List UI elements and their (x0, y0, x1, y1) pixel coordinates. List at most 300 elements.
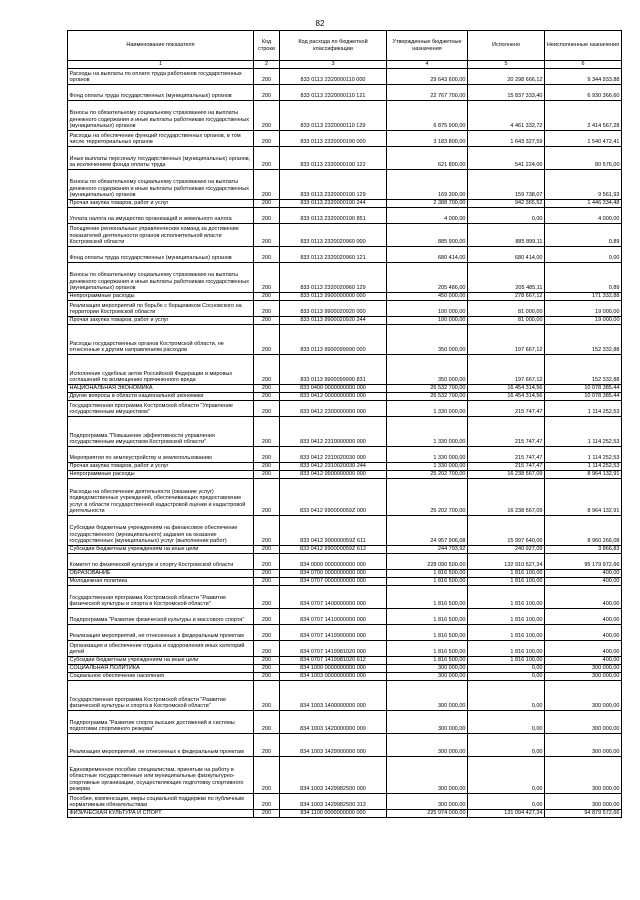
cell-code: 200 (254, 385, 280, 393)
cell-name: Реализация мероприятий, не отнесенных к федеральным проектам (68, 734, 254, 757)
cell-classification: 834 0000 0000000000 000 (280, 554, 387, 570)
cell-classification: 833 0412 2310020030 244 (280, 463, 387, 471)
table-body (68, 61, 622, 818)
table-row (68, 734, 622, 757)
cell-executed: 15 997 640,00 (468, 516, 545, 546)
cell-classification: 834 1003 0000000000 000 (280, 673, 387, 681)
cell-unexecuted: 400,00 (545, 641, 622, 657)
cell-classification: 834 0707 1410000000 000 (280, 609, 387, 625)
table-row (68, 417, 622, 447)
cell-executed: 215 747,47 (468, 417, 545, 447)
cell-executed: 1 643 327,59 (468, 131, 545, 147)
cell-name: Комитет по физической культуре и спорту Костромской области (68, 554, 254, 570)
cell-executed: 205 485,11 (468, 263, 545, 293)
cell-classification: 833 0412 2310020030 000 (280, 447, 387, 463)
cell-classification: 833 0113 2320000190 122 (280, 147, 387, 170)
cell-name: Прочая закупка товаров, работ и услуг (68, 200, 254, 208)
cell-unexecuted: 4 000,00 (545, 208, 622, 224)
cell-classification: 833 0412 0000000000 000 (280, 393, 387, 401)
cell-code: 200 (254, 85, 280, 101)
cell-unexecuted: 1 114 252,53 (545, 447, 622, 463)
cell-code: 200 (254, 570, 280, 578)
cell-classification: 834 1003 1400000000 000 (280, 681, 387, 711)
cell-name: Государственная программа Костромской области "Развитие физической культуры и спорта в Костромской области" (68, 681, 254, 711)
cell-approved: 300 000,00 (387, 665, 468, 673)
cell-classification: 833 0113 9900000000 000 (280, 293, 387, 301)
cell-classification: 833 0113 2320000190 129 (280, 170, 387, 200)
table-row (68, 657, 622, 665)
cell-name: Пособия, компенсации, меры социальной поддержки по публичным нормативным обязательствам (68, 794, 254, 810)
cell-executed: 0,00 (468, 681, 545, 711)
cell-unexecuted: 0,00 (545, 247, 622, 263)
cell-unexecuted: 95 179 972,66 (545, 554, 622, 570)
cell-code: 200 (254, 625, 280, 641)
cell-executed: 159 738,07 (468, 170, 545, 200)
cell-approved: 300 000,00 (387, 673, 468, 681)
cell-unexecuted: 300 000,00 (545, 794, 622, 810)
cell-name: Расходы на выплаты по оплате труда работников государственных органов (68, 69, 254, 85)
cell-executed: 0,00 (468, 673, 545, 681)
cell-code: 200 (254, 681, 280, 711)
table-row (68, 101, 622, 131)
table-row (68, 69, 622, 85)
cell-unexecuted: 300 000,00 (545, 757, 622, 794)
cell-executed: 1 816 100,00 (468, 609, 545, 625)
cell-executed: 81 000,00 (468, 301, 545, 317)
cell-executed: 1 816 100,00 (468, 657, 545, 665)
cell-unexecuted: 80 576,00 (545, 147, 622, 170)
cell-classification: 833 0113 2320000190 851 (280, 208, 387, 224)
cell-name: Расходы государственных органов Костромской области, не отнесенные к другим направлениям расходов (68, 325, 254, 355)
cell-name: СОЦИАЛЬНАЯ ПОЛИТИКА (68, 665, 254, 673)
cell-classification: 833 0113 2320000110 129 (280, 101, 387, 131)
cell-classification: 834 1003 1420000000 000 (280, 711, 387, 734)
cell-code: 200 (254, 578, 280, 586)
cell-executed: 131 094 427,34 (468, 810, 545, 818)
cell-unexecuted: 6 930 366,60 (545, 85, 622, 101)
cell-unexecuted: 1 114 252,53 (545, 401, 622, 417)
cell-classification: 834 1000 0000000000 000 (280, 665, 387, 673)
cell-unexecuted: 9 344 933,88 (545, 69, 622, 85)
table-row (68, 247, 622, 263)
cell-approved: 680 414,00 (387, 247, 468, 263)
cell-approved: 100 000,00 (387, 317, 468, 325)
cell-unexecuted: 300 000,00 (545, 734, 622, 757)
column-number-row (68, 61, 622, 69)
header-code: Код строки (254, 31, 280, 61)
cell-unexecuted: 8 964 132,91 (545, 479, 622, 516)
cell-classification: 833 0412 9900000000 000 (280, 471, 387, 479)
cell-classification: 834 1003 1429982500 000 (280, 757, 387, 794)
cell-classification: 833 0113 9900020920 244 (280, 317, 387, 325)
cell-name: Другие вопросы в области национальной экономики (68, 393, 254, 401)
table-row (68, 578, 622, 586)
table-row (68, 293, 622, 301)
cell-approved: 26 532 700,00 (387, 385, 468, 393)
cell-name: Непрограммные расходы (68, 293, 254, 301)
cell-classification: 833 0412 990000059Z 612 (280, 546, 387, 554)
cell-classification: 833 0400 0000000000 000 (280, 385, 387, 393)
cell-approved: 228 090 500,00 (387, 554, 468, 570)
cell-code: 200 (254, 794, 280, 810)
cell-approved: 1 330 000,00 (387, 447, 468, 463)
cell-unexecuted: 400,00 (545, 657, 622, 665)
table-row (68, 200, 622, 208)
cell-code: 200 (254, 665, 280, 673)
cell-code: 200 (254, 301, 280, 317)
cell-executed: 0,00 (468, 794, 545, 810)
cell-code: 200 (254, 734, 280, 757)
cell-name: Иные выплаты персоналу государственных (муниципальных) органов, за исключением фонда оплаты труда (68, 147, 254, 170)
cell-unexecuted: 1 114 252,53 (545, 463, 622, 471)
cell-code: 200 (254, 516, 280, 546)
cell-classification: 833 0113 2320020960 129 (280, 263, 387, 293)
table-row (68, 263, 622, 293)
cell-unexecuted: 10 078 385,44 (545, 385, 622, 393)
cell-unexecuted: 0,89 (545, 224, 622, 247)
table-row (68, 609, 622, 625)
table-row (68, 224, 622, 247)
cell-unexecuted: 152 332,88 (545, 355, 622, 385)
cell-executed: 215 747,47 (468, 447, 545, 463)
cell-approved: 350 000,00 (387, 355, 468, 385)
table-row (68, 681, 622, 711)
cell-approved: 3 183 800,00 (387, 131, 468, 147)
cell-unexecuted: 400,00 (545, 570, 622, 578)
table-row (68, 131, 622, 147)
cell-executed: 16 238 567,09 (468, 471, 545, 479)
cell-name: Расходы на обеспечение деятельности (оказание услуг) подведомственных учреждений, обеспечивающих предоставление услуг в области государственной кадастровой оценки и кадастровой деятельности (68, 479, 254, 516)
cell-approved: 100 000,00 (387, 301, 468, 317)
table-row (68, 665, 622, 673)
cell-approved: 25 202 700,00 (387, 479, 468, 516)
cell-approved: 1 816 500,00 (387, 625, 468, 641)
cell-executed: 15 837 333,40 (468, 85, 545, 101)
cell-name: Подпрограмма "Развитие спорта высших достижений и системы подготовки спортивного резерва" (68, 711, 254, 734)
cell-approved: 621 800,00 (387, 147, 468, 170)
cell-classification: 833 0113 2320020960 121 (280, 247, 387, 263)
cell-code: 200 (254, 170, 280, 200)
table-row (68, 625, 622, 641)
cell-classification: 833 0113 2320000110 000 (280, 69, 387, 85)
table-row (68, 516, 622, 546)
column-number: 4 (387, 61, 468, 69)
cell-classification: 834 1003 1429900000 000 (280, 734, 387, 757)
cell-executed: 81 000,00 (468, 317, 545, 325)
cell-classification: 833 0113 2320000190 244 (280, 200, 387, 208)
cell-name: Взносы по обязательному социальному страхованию на выплаты денежного содержания и иные выплаты работникам государственных (муниципальных) органов (68, 101, 254, 131)
cell-code: 200 (254, 224, 280, 247)
cell-unexecuted: 400,00 (545, 586, 622, 609)
cell-classification: 833 0113 9900099990 831 (280, 355, 387, 385)
cell-code: 200 (254, 401, 280, 417)
table-row (68, 85, 622, 101)
cell-code: 200 (254, 208, 280, 224)
cell-unexecuted: 3 866,83 (545, 546, 622, 554)
cell-unexecuted: 300 000,00 (545, 711, 622, 734)
table-row (68, 317, 622, 325)
cell-classification: 833 0113 9900020920 000 (280, 301, 387, 317)
cell-approved: 244 793,92 (387, 546, 468, 554)
cell-unexecuted: 1 114 252,53 (545, 417, 622, 447)
cell-code: 200 (254, 317, 280, 325)
cell-name: Организация и обеспечение отдыха и оздоровления иных категорий детей (68, 641, 254, 657)
table-row (68, 355, 622, 385)
cell-code: 200 (254, 463, 280, 471)
table-row (68, 586, 622, 609)
cell-executed: 1 816 100,00 (468, 578, 545, 586)
cell-code: 200 (254, 69, 280, 85)
cell-name: Расходы на обеспечение функций государственных органов, в том числе территориальных органов (68, 131, 254, 147)
cell-name: Подпрограмма "Развитие физической культуры и массового спорта" (68, 609, 254, 625)
cell-executed: 16 454 314,56 (468, 385, 545, 393)
cell-code: 200 (254, 393, 280, 401)
cell-executed: 197 667,12 (468, 355, 545, 385)
column-number: 2 (254, 61, 280, 69)
cell-name: Реализация мероприятий по борьбе с борщевиком Сосновского на территории Костромской области (68, 301, 254, 317)
cell-approved: 6 875 900,00 (387, 101, 468, 131)
table-row (68, 554, 622, 570)
table-row (68, 447, 622, 463)
cell-approved: 1 816 500,00 (387, 570, 468, 578)
cell-approved: 1 816 500,00 (387, 657, 468, 665)
cell-code: 200 (254, 471, 280, 479)
cell-executed: 240 927,09 (468, 546, 545, 554)
cell-unexecuted: 171 332,88 (545, 293, 622, 301)
cell-approved: 1 816 500,00 (387, 586, 468, 609)
cell-approved: 300 000,00 (387, 794, 468, 810)
cell-executed: 1 816 100,00 (468, 586, 545, 609)
cell-approved: 2 388 700,00 (387, 200, 468, 208)
cell-name: Социальное обеспечение населения (68, 673, 254, 681)
cell-unexecuted: 9 561,93 (545, 170, 622, 200)
cell-approved: 169 300,00 (387, 170, 468, 200)
cell-code: 200 (254, 200, 280, 208)
cell-code: 200 (254, 609, 280, 625)
cell-name: Государственная программа Костромской области "Управление государственным имуществом" (68, 401, 254, 417)
cell-name: Субсидии бюджетным учреждениям на иные цели (68, 546, 254, 554)
cell-unexecuted: 19 000,00 (545, 317, 622, 325)
cell-name: Реализация мероприятий, не отнесенных к федеральным проектам (68, 625, 254, 641)
table-row (68, 479, 622, 516)
cell-code: 200 (254, 554, 280, 570)
column-number: 6 (545, 61, 622, 69)
header-approved: Утвержденные бюджетные назначения (387, 31, 468, 61)
cell-code: 200 (254, 293, 280, 301)
cell-unexecuted: 8 960 266,08 (545, 516, 622, 546)
table-row (68, 810, 622, 818)
cell-code: 200 (254, 417, 280, 447)
header-classification: Код расхода по бюджетной классификации (280, 31, 387, 61)
cell-approved: 300 000,00 (387, 757, 468, 794)
cell-name: Мероприятия по землеустройству и землепользованию (68, 447, 254, 463)
cell-code: 200 (254, 447, 280, 463)
cell-name: Фонд оплаты труда государственных (муниципальных) органов (68, 85, 254, 101)
cell-executed: 16 454 314,56 (468, 393, 545, 401)
cell-classification: 833 0412 990000059Z 000 (280, 479, 387, 516)
cell-classification: 834 0707 0000000000 000 (280, 578, 387, 586)
cell-code: 200 (254, 479, 280, 516)
cell-unexecuted: 400,00 (545, 609, 622, 625)
cell-approved: 1 330 000,00 (387, 417, 468, 447)
cell-unexecuted: 400,00 (545, 625, 622, 641)
cell-code: 200 (254, 711, 280, 734)
cell-executed: 0,00 (468, 665, 545, 673)
cell-code: 200 (254, 131, 280, 147)
column-number: 5 (468, 61, 545, 69)
cell-classification: 834 0707 1400000000 000 (280, 586, 387, 609)
cell-executed: 0,00 (468, 711, 545, 734)
cell-executed: 680 414,00 (468, 247, 545, 263)
cell-name: Взносы по обязательному социальному страхованию на выплаты денежного содержания и иные выплаты работникам государственных (муниципальных) органов (68, 170, 254, 200)
cell-executed: 132 910 527,34 (468, 554, 545, 570)
cell-approved: 300 000,00 (387, 681, 468, 711)
cell-approved: 225 974 000,00 (387, 810, 468, 818)
cell-classification: 834 1100 0000000000 000 (280, 810, 387, 818)
cell-executed: 4 461 332,72 (468, 101, 545, 131)
cell-code: 200 (254, 546, 280, 554)
cell-executed: 278 667,12 (468, 293, 545, 301)
cell-approved: 300 000,00 (387, 734, 468, 757)
cell-name: Непрограммные расходы (68, 471, 254, 479)
cell-executed: 1 816 100,00 (468, 641, 545, 657)
table-row (68, 471, 622, 479)
cell-classification: 833 0113 2320000190 000 (280, 131, 387, 147)
table-row (68, 673, 622, 681)
cell-approved: 885 900,00 (387, 224, 468, 247)
column-number: 3 (280, 61, 387, 69)
cell-approved: 24 957 906,08 (387, 516, 468, 546)
table-header (68, 31, 622, 61)
header-name: Наименование показателя (68, 31, 254, 61)
page-number: 82 (315, 19, 325, 28)
cell-executed: 942 365,52 (468, 200, 545, 208)
cell-code: 200 (254, 325, 280, 355)
cell-name: ФИЗИЧЕСКАЯ КУЛЬТУРА И СПОРТ (68, 810, 254, 818)
cell-executed: 215 747,47 (468, 401, 545, 417)
cell-executed: 0,00 (468, 757, 545, 794)
cell-name: Подпрограмма "Повышение эффективности управления государственным имуществом Костромской области" (68, 417, 254, 447)
cell-name: Субсидии бюджетным учреждениям на иные цели (68, 657, 254, 665)
cell-unexecuted: 300 000,00 (545, 681, 622, 711)
cell-unexecuted: 300 000,00 (545, 665, 622, 673)
cell-name: Уплата налога на имущество организаций и земельного налога (68, 208, 254, 224)
cell-code: 200 (254, 641, 280, 657)
table-row (68, 325, 622, 355)
cell-name: Фонд оплаты труда государственных (муниципальных) органов (68, 247, 254, 263)
cell-executed: 0,00 (468, 734, 545, 757)
column-number: 1 (68, 61, 254, 69)
header-executed: Исполнено (468, 31, 545, 61)
cell-classification: 833 0412 2310000000 000 (280, 417, 387, 447)
cell-approved: 4 000,00 (387, 208, 468, 224)
cell-classification: 834 0700 0000000000 000 (280, 570, 387, 578)
cell-executed: 1 816 100,00 (468, 570, 545, 578)
cell-executed: 1 816 100,00 (468, 625, 545, 641)
cell-name: Исполнение судебных актов Российской Федерации и мировых соглашений по возмещению причиненного вреда (68, 355, 254, 385)
cell-executed: 885 899,11 (468, 224, 545, 247)
cell-approved: 350 000,00 (387, 325, 468, 355)
cell-approved: 205 486,00 (387, 263, 468, 293)
cell-unexecuted: 94 879 572,66 (545, 810, 622, 818)
cell-approved: 1 816 500,00 (387, 609, 468, 625)
cell-unexecuted: 19 000,00 (545, 301, 622, 317)
cell-executed: 0,00 (468, 208, 545, 224)
cell-unexecuted: 300 000,00 (545, 673, 622, 681)
cell-executed: 197 667,12 (468, 325, 545, 355)
cell-code: 200 (254, 586, 280, 609)
table-row (68, 170, 622, 200)
table-row (68, 711, 622, 734)
cell-code: 200 (254, 810, 280, 818)
cell-unexecuted: 10 078 385,44 (545, 393, 622, 401)
budget-execution-table (67, 30, 622, 818)
cell-unexecuted: 1 446 334,48 (545, 200, 622, 208)
cell-classification: 833 0412 2300000000 000 (280, 401, 387, 417)
cell-code: 200 (254, 263, 280, 293)
cell-name: Молодежная политика (68, 578, 254, 586)
table-row (68, 147, 622, 170)
cell-code: 200 (254, 247, 280, 263)
cell-classification: 834 0707 1419900000 000 (280, 625, 387, 641)
table-row (68, 463, 622, 471)
cell-approved: 300 000,00 (387, 711, 468, 734)
table-row (68, 401, 622, 417)
header-unexecuted: Неисполненные назначения (545, 31, 622, 61)
table-row (68, 393, 622, 401)
cell-name: Субсидии бюджетным учреждениям на финансовое обеспечение государственного (муниципального) задания на оказание государственных (муниципальных) услуг (выполнение работ) (68, 516, 254, 546)
cell-classification: 833 0113 2320000110 121 (280, 85, 387, 101)
cell-code: 200 (254, 147, 280, 170)
cell-unexecuted: 400,00 (545, 578, 622, 586)
table-row (68, 546, 622, 554)
cell-classification: 834 1003 1429982500 313 (280, 794, 387, 810)
cell-approved: 450 000,00 (387, 293, 468, 301)
cell-name: Прочая закупка товаров, работ и услуг (68, 463, 254, 471)
cell-approved: 1 816 500,00 (387, 641, 468, 657)
cell-name: ОБРАЗОВАНИЕ (68, 570, 254, 578)
cell-approved: 1 330 000,00 (387, 401, 468, 417)
cell-executed: 541 224,00 (468, 147, 545, 170)
cell-approved: 29 643 600,00 (387, 69, 468, 85)
cell-classification: 834 0707 1419981020 000 (280, 641, 387, 657)
cell-name: НАЦИОНАЛЬНАЯ ЭКОНОМИКА (68, 385, 254, 393)
table-row (68, 570, 622, 578)
cell-unexecuted: 1 540 472,41 (545, 131, 622, 147)
cell-unexecuted: 8 964 132,91 (545, 471, 622, 479)
cell-name: Прочая закупка товаров, работ и услуг (68, 317, 254, 325)
cell-approved: 1 816 500,00 (387, 578, 468, 586)
cell-classification: 833 0113 2320020960 000 (280, 224, 387, 247)
cell-name: Взносы по обязательному социальному страхованию на выплаты денежного содержания и иные выплаты работникам государственных (муниципальных) органов (68, 263, 254, 293)
table-row (68, 757, 622, 794)
cell-approved: 22 767 700,00 (387, 85, 468, 101)
cell-classification: 833 0412 990000059Z 611 (280, 516, 387, 546)
cell-classification: 834 0707 1419981020 612 (280, 657, 387, 665)
table-row (68, 208, 622, 224)
table-row (68, 385, 622, 393)
cell-name: Поощрение региональных управленческих команд за достижение показателей деятельности органов исполнительной власти Костромской области (68, 224, 254, 247)
cell-name: Единовременное пособие специалистам, принятым на работу в областные государственные или муниципальные физкультурно-спортивные организации, осуществляющие подготовку спортивного резерва (68, 757, 254, 794)
cell-executed: 16 238 567,09 (468, 479, 545, 516)
table-row (68, 794, 622, 810)
cell-code: 200 (254, 757, 280, 794)
cell-code: 200 (254, 657, 280, 665)
cell-approved: 26 532 700,00 (387, 393, 468, 401)
cell-code: 200 (254, 101, 280, 131)
cell-unexecuted: 152 332,88 (545, 325, 622, 355)
cell-unexecuted: 0,89 (545, 263, 622, 293)
